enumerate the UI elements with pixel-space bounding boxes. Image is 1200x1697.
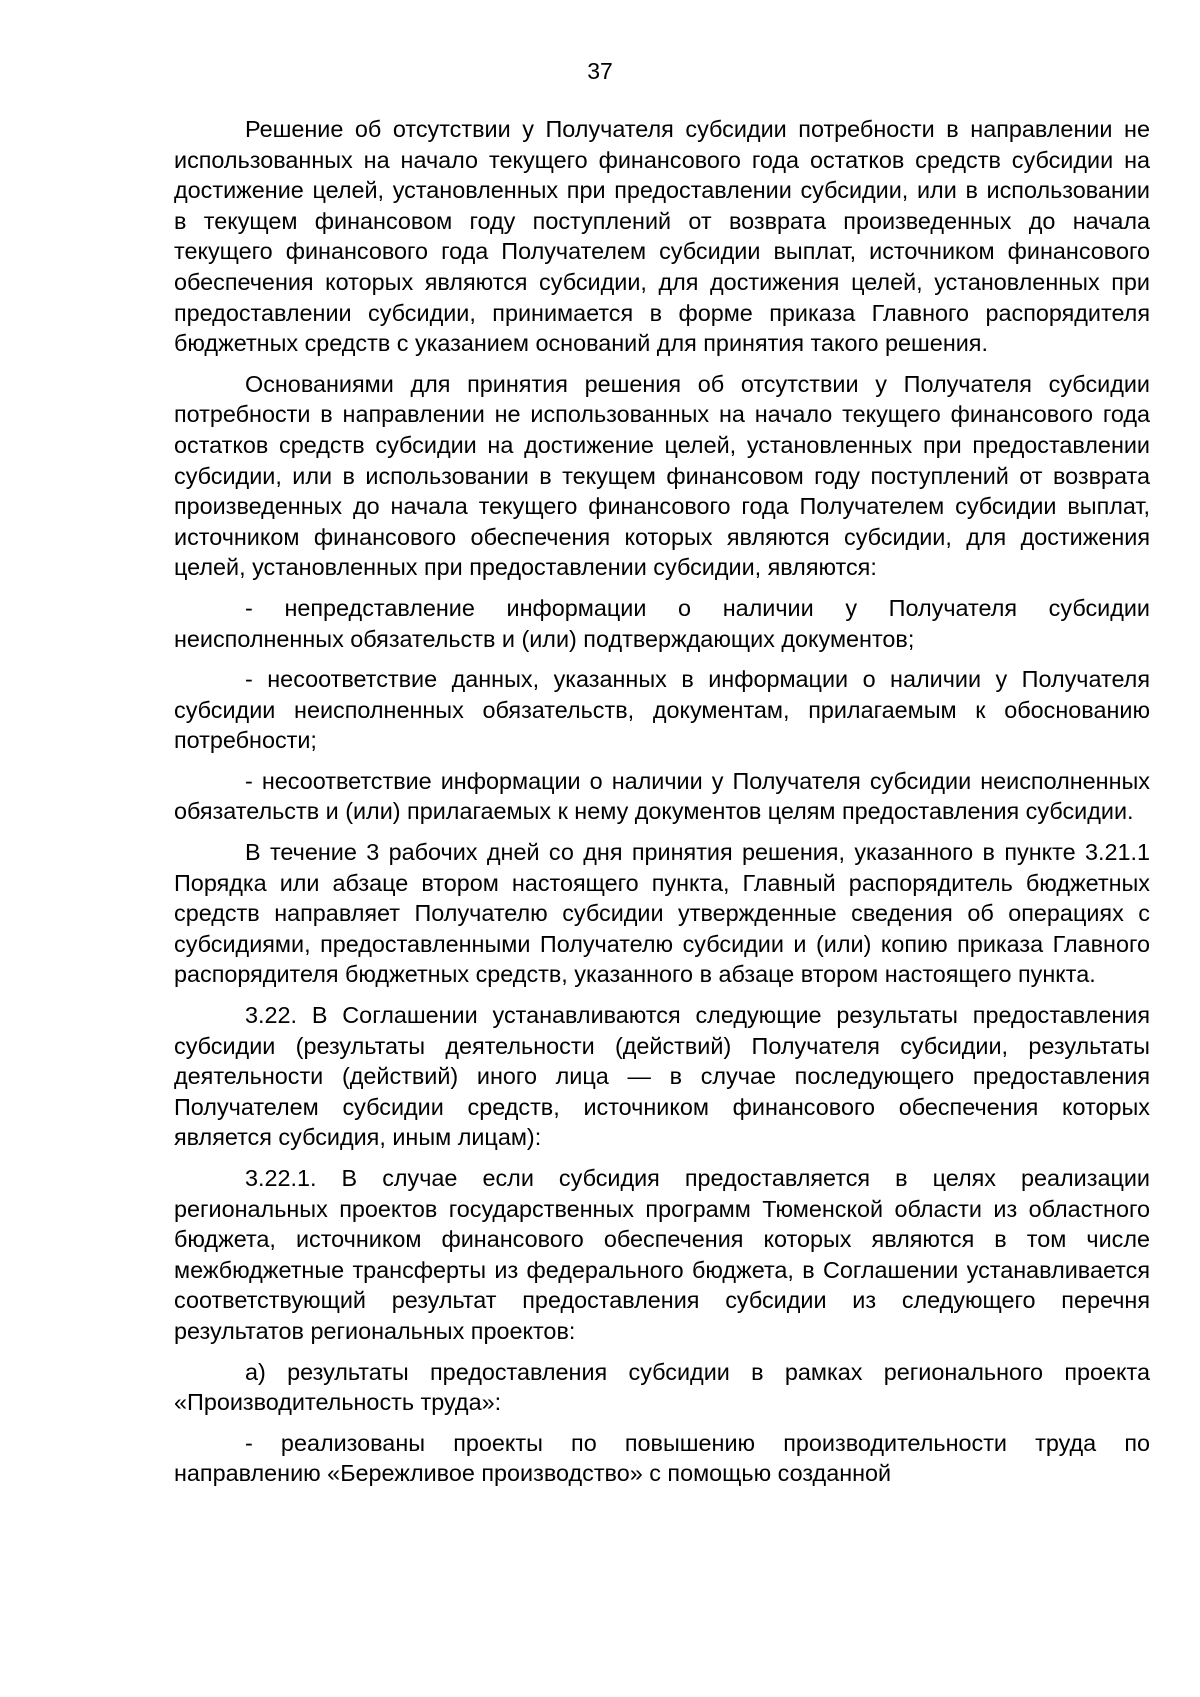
paragraph-grounds: Основаниями для принятия решения об отсутствии у Получателя субсидии потребности в направлении не использованных на начало текущего финансового года остатков средств субсидии на достижение целей, установленных при предоставлении субсидии, или в использовании в текущем финансовом году поступлений от возврата произведенных до начала текущего финансового года Получателем субсидии выплат, источником финансового обеспечения которых являются субсидии, для достижения целей, установленных при предоставлении субсидии, являются: (174, 370, 1150, 581)
paragraph-decision: Решение об отсутствии у Получателя субсидии потребности в направлении не использованных на начало текущего финансового года остатков средств субсидии на достижение целей, установленных при предоставлении субсидии, или в использовании в текущем финансовом году поступлений от возврата произведенных до начала текущего финансового года Получателем субсидии выплат, источником финансового обеспечения которых являются субсидии, для достижения целей, установленных при предоставлении субсидии, принимается в форме приказа Главного распорядителя бюджетных средств с указанием оснований для принятия такого решения. (174, 116, 1150, 357)
list-item-lean-production: - реализованы проекты по повышению производительности труда по направлению «Бережливое производство» с помощью созданной (174, 1429, 1150, 1487)
list-item-nonsubmission: - непредставление информации о наличии у Получателя субсидии неисполненных обязательств и (или) подтверждающих документов; (174, 594, 1150, 652)
document-body (174, 114, 1150, 1499)
page-number: 37 (587, 58, 613, 84)
paragraph-subitem-a: а) результаты предоставления субсидии в рамках регионального проекта «Производительность труда»: (174, 1358, 1150, 1416)
paragraph-3-22: 3.22. В Соглашении устанавливаются следующие результаты предоставления субсидии (результаты деятельности (действий) Получателя субсидии, результаты деятельности (действий) иного лица — в случае последующего предоставления Получателем субсидии средств, источником финансового обеспечения которых является субсидия, иным лицам): (174, 1002, 1150, 1151)
list-item-purpose-mismatch: - несоответствие информации о наличии у Получателя субсидии неисполненных обязательств и (или) прилагаемых к нему документов целям предоставления субсидии. (174, 767, 1150, 825)
paragraph-notification: В течение 3 рабочих дней со дня принятия решения, указанного в пункте 3.21.1 Порядка или абзаце втором настоящего пункта, Главный распорядитель бюджетных средств направляет Получателю субсидии утвержденные сведения об операциях с субсидиями, предоставленными Получателю субсидии и (или) копию приказа Главного распорядителя бюджетных средств, указанного в абзаце втором настоящего пункта. (174, 839, 1150, 988)
list-item-data-mismatch: - несоответствие данных, указанных в информации о наличии у Получателя субсидии неисполненных обязательств, документам, прилагаемым к обоснованию потребности; (174, 666, 1150, 754)
paragraph-3-22-1: 3.22.1. В случае если субсидия предоставляется в целях реализации региональных проектов государственных программ Тюменской области из областного бюджета, источником финансового обеспечения которых являются в том числе межбюджетные трансферты из федерального бюджета, в Соглашении устанавливается соответствующий результат предоставления субсидии из следующего перечня результатов региональных проектов: (174, 1165, 1150, 1344)
